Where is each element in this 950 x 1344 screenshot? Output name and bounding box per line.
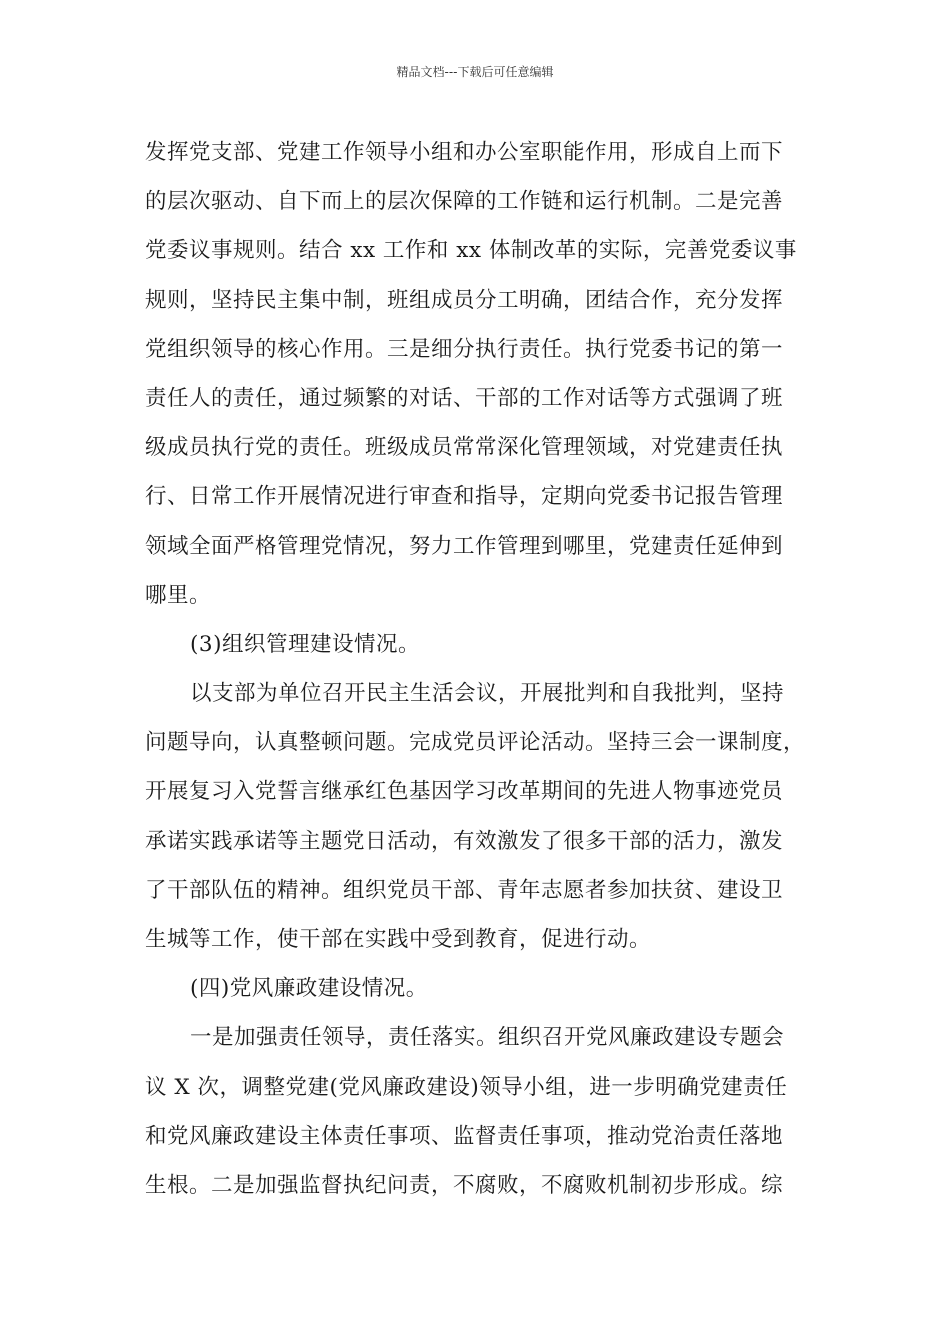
text-line: 了干部队伍的精神。组织党员干部、青年志愿者参加扶贫、建设卫 xyxy=(145,877,784,903)
text-line: 哪里。 xyxy=(145,582,212,608)
text-line: 问题导向，认真整顿问题。完成党员评论活动。坚持三会一课制度， xyxy=(145,730,806,756)
text-line: 以支部为单位召开民主生活会议，开展批判和自我批判，坚持 xyxy=(190,681,785,707)
text-line: (四)党风廉政建设情况。 xyxy=(190,976,428,1002)
text-line: 规则，坚持民主集中制，班组成员分工明确，团结合作，充分发挥 xyxy=(145,287,784,313)
text-line: (3)组织管理建设情况。 xyxy=(190,631,420,657)
text-line: 的层次驱动、自下而上的层次保障的工作链和运行机制。二是完善 xyxy=(145,189,784,215)
text-line: 领域全面严格管理党情况，努力工作管理到哪里，党建责任延伸到 xyxy=(145,533,784,559)
text-line: 级成员执行党的责任。班级成员常常深化管理领域，对党建责任执 xyxy=(145,435,784,461)
text-line: 责任人的责任，通过频繁的对话、干部的工作对话等方式强调了班 xyxy=(145,385,784,411)
text-line: 一是加强责任领导，责任落实。组织召开党风廉政建设专题会 xyxy=(190,1025,785,1051)
page-header: 精品文档---下载后可任意编辑 xyxy=(396,65,554,79)
text-line: 开展复习入党誓言继承红色基因学习改革期间的先进人物事迹党员 xyxy=(145,779,784,805)
text-line: 承诺实践承诺等主题党日活动，有效激发了很多干部的活力，激发 xyxy=(145,828,784,854)
document-body xyxy=(145,128,825,1210)
text-line: 党组织领导的核心作用。三是细分执行责任。执行党委书记的第一 xyxy=(145,336,784,362)
text-line: 党委议事规则。结合 xx 工作和 xx 体制改革的实际，完善党委议事 xyxy=(145,238,797,264)
text-line: 发挥党支部、党建工作领导小组和办公室职能作用，形成自上而下 xyxy=(145,140,784,165)
text-line: 议 X 次，调整党建(党风廉政建设)领导小组，进一步明确党建责任 xyxy=(145,1074,788,1100)
text-line: 生根。二是加强监督执纪问责，不腐败，不腐败机制初步形成。综 xyxy=(145,1172,784,1198)
text-line: 生城等工作，使干部在实践中受到教育，促进行动。 xyxy=(145,927,652,952)
text-line: 和党风廉政建设主体责任事项、监督责任事项，推动党治责任落地 xyxy=(145,1123,784,1149)
text-line: 行、日常工作开展情况进行审查和指导，定期向党委书记报告管理 xyxy=(145,484,784,510)
